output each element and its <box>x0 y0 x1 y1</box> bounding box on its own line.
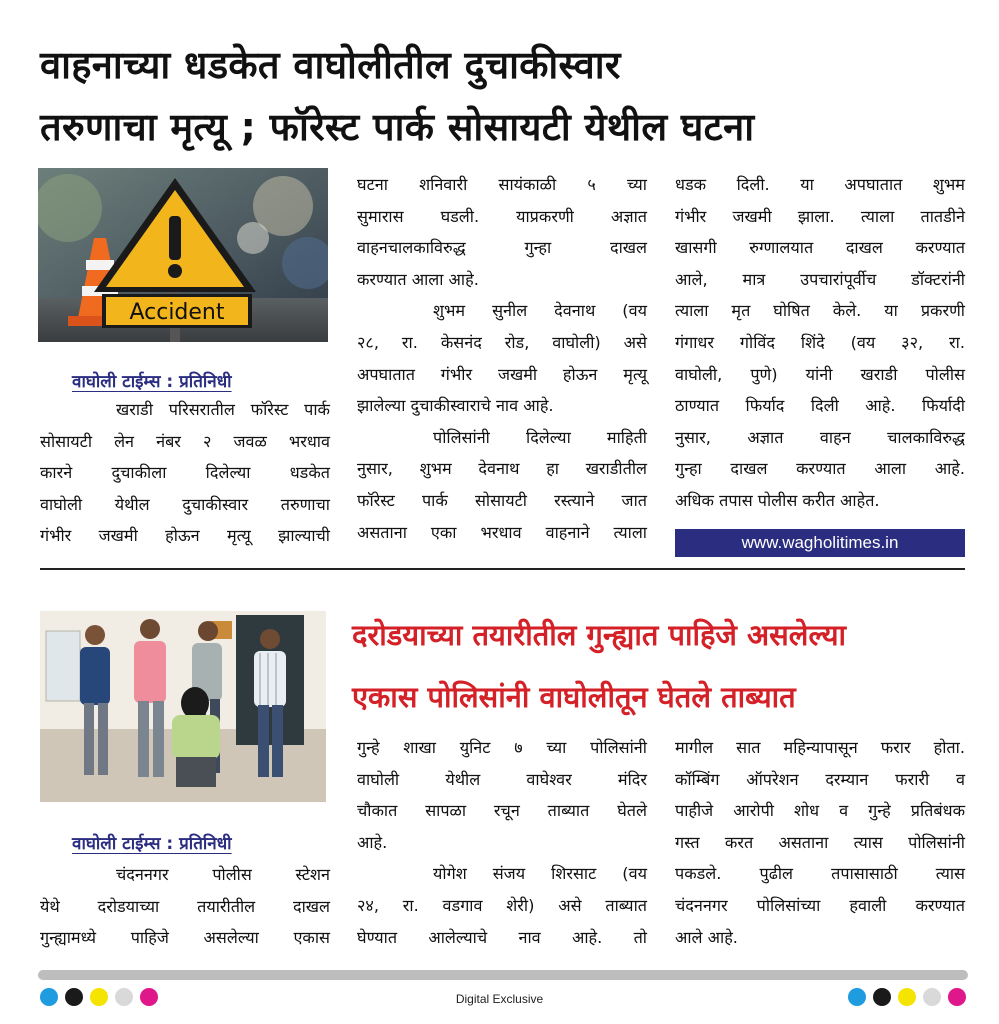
story1-col2-line: २८, रा. केसनंद रोड, वाघोली) असे <box>357 332 647 352</box>
section-divider <box>40 568 965 570</box>
registration-dot <box>898 988 916 1006</box>
story1-col2-line: फॉरेस्ट पार्क सोसायटी रस्त्याने जात <box>357 490 647 510</box>
story2-col3-line: पकडले. पुढील तपासासाठी त्यास <box>675 864 965 884</box>
story1-col2-line: करण्यात आला आहे. <box>357 269 479 289</box>
story2-col1-line: येथे दरोडयाच्या तयारीतील दाखल <box>40 896 330 916</box>
story1-headline-line1: वाहनाच्या धडकेत वाघोलीतील दुचाकीस्वार <box>40 43 621 87</box>
story2-col2-line: योगेश संजय शिरसाट (वय <box>433 864 647 884</box>
story2-col3-line: चंदननगर पोलिसांच्या हवाली करण्यात <box>675 895 965 915</box>
story1-col3-line: धडक दिली. या अपघातात शुभम <box>675 175 965 194</box>
story2-col2-line: वाघोली येथील वाघेश्वर मंदिर <box>357 769 647 789</box>
story1-col3-line: ठाण्यात फिर्याद दिली आहे. फिर्यादी <box>675 396 965 416</box>
story2-byline: वाघोली टाईम्स : प्रतिनिधी <box>72 834 232 854</box>
story1-col2-line: घटना शनिवारी सायंकाळी ५ च्या <box>357 175 647 194</box>
website-link[interactable]: www.wagholitimes.in <box>675 529 965 557</box>
story1-col3-line: गंभीर जखमी झाला. त्याला तातडीने <box>675 206 965 226</box>
story2-col2-line: गुन्हे शाखा युनिट ७ च्या पोलिसांनी <box>357 738 647 757</box>
story2-col3-line: गस्त करत असताना त्यास पोलिसांनी <box>675 832 965 852</box>
story1-col2-line: असताना एका भरधाव वाहनाने त्याला <box>357 522 647 542</box>
story2-headline <box>352 604 972 728</box>
story1-col3-line: गुन्हा दाखल करण्यात आला आहे. <box>675 459 965 479</box>
story1-col1-line: कारने दुचाकीला दिलेल्या धडकेत <box>40 463 330 483</box>
story2-col3-line: आले आहे. <box>675 927 738 947</box>
registration-marks-right <box>848 988 968 1006</box>
story2-col3-line: पाहीजे आरोपी शोध व गुन्हे प्रतिबंधक <box>675 801 965 821</box>
arrest-photo <box>40 611 326 802</box>
story1-col2-line: पोलिसांनी दिलेल्या माहिती <box>433 427 647 447</box>
story1-byline: वाघोली टाईम्स : प्रतिनिधी <box>72 372 232 392</box>
story1-col1-line: वाघोली येथील दुचाकीस्वार तरुणाचा <box>40 494 330 514</box>
story1-col1-line: खराडी परिसरातील फॉरेस्ट पार्क <box>116 400 330 419</box>
story1-col3-line: अधिक तपास पोलीस करीत आहेत. <box>675 490 880 510</box>
story1-col1-line: गंभीर जखमी होऊन मृत्यू झाल्याची <box>40 526 330 546</box>
story1-col1-line: सोसायटी लेन नंबर २ जवळ भरधाव <box>40 431 330 451</box>
accident-photo <box>38 168 328 342</box>
story2-column-1 <box>40 859 330 954</box>
story1-col2-line: शुभम सुनील देवनाथ (वय <box>433 301 647 321</box>
story1-column-1 <box>40 394 330 552</box>
story1-col3-line: नुसार, अज्ञात वाहन चालकाविरुद्ध <box>675 427 965 447</box>
story2-col2-line: आहे. <box>357 832 388 852</box>
story2-headline-line1: दरोडयाच्या तयारीतील गुन्ह्यात पाहिजे असलेल्या <box>352 618 847 652</box>
story1-col2-line: वाहनचालकाविरुद्ध गुन्हा दाखल <box>357 238 647 258</box>
story2-col3-line: मागील सात महिन्यापासून फरार होता. <box>675 738 965 757</box>
story1-headline <box>40 34 980 158</box>
story2-column-2 <box>357 732 647 953</box>
story2-headline-line2: एकास पोलिसांनी वाघोलीतून घेतले ताब्यात <box>352 680 796 714</box>
story2-col2-line: २४, रा. वडगाव शेरी) असे ताब्यात <box>357 895 647 915</box>
footer-bar <box>38 970 968 980</box>
registration-dot <box>873 988 891 1006</box>
footer-label: Digital Exclusive <box>455 992 544 1006</box>
story1-col3-line: त्याला मृत घोषित केले. या प्रकरणी <box>675 301 965 321</box>
registration-dot <box>848 988 866 1006</box>
story1-headline-line2: तरुणाचा मृत्यू ; फॉरेस्ट पार्क सोसायटी येथील घटना <box>40 105 755 149</box>
story2-col2-line: घेण्यात आलेल्याचे नाव आहे. तो <box>357 927 647 947</box>
registration-dot <box>923 988 941 1006</box>
story1-col2-line: अपघातात गंभीर जखमी होऊन मृत्यू <box>357 364 647 384</box>
story1-col3-line: गंगाधर गोविंद शिंदे (वय ३२, रा. <box>675 332 965 352</box>
story2-col1-line: गुन्ह्यामध्ये पाहिजे असलेल्या एकास <box>40 928 330 948</box>
story1-col3-line: आले, मात्र उपचारांपूर्वीच डॉक्टरांनी <box>675 269 965 289</box>
story2-col1-line: चंदननगर पोलीस स्टेशन <box>116 865 330 884</box>
story2-col2-line: चौकात सापळा रचून ताब्यात घेतले <box>357 801 647 821</box>
story1-column-3 <box>675 169 965 517</box>
story1-col3-line: खासगी रुग्णालयात दाखल करण्यात <box>675 238 965 258</box>
story2-column-3 <box>675 732 965 953</box>
story2-col3-line: कॉम्बिंग ऑपरेशन दरम्यान फरारी व <box>675 769 965 789</box>
story1-column-2 <box>357 169 647 548</box>
story1-col2-line: झालेल्या दुचाकीस्वाराचे नाव आहे. <box>357 396 554 416</box>
accident-sign-label: Accident <box>129 300 225 325</box>
story1-col2-line: सुमारास घडली. याप्रकरणी अज्ञात <box>357 206 647 226</box>
story1-col2-line: नुसार, शुभम देवनाथ हा खराडीतील <box>357 459 647 479</box>
story1-col3-line: वाघोली, पुणे) यांनी खराडी पोलीस <box>675 364 965 384</box>
registration-dot <box>948 988 966 1006</box>
